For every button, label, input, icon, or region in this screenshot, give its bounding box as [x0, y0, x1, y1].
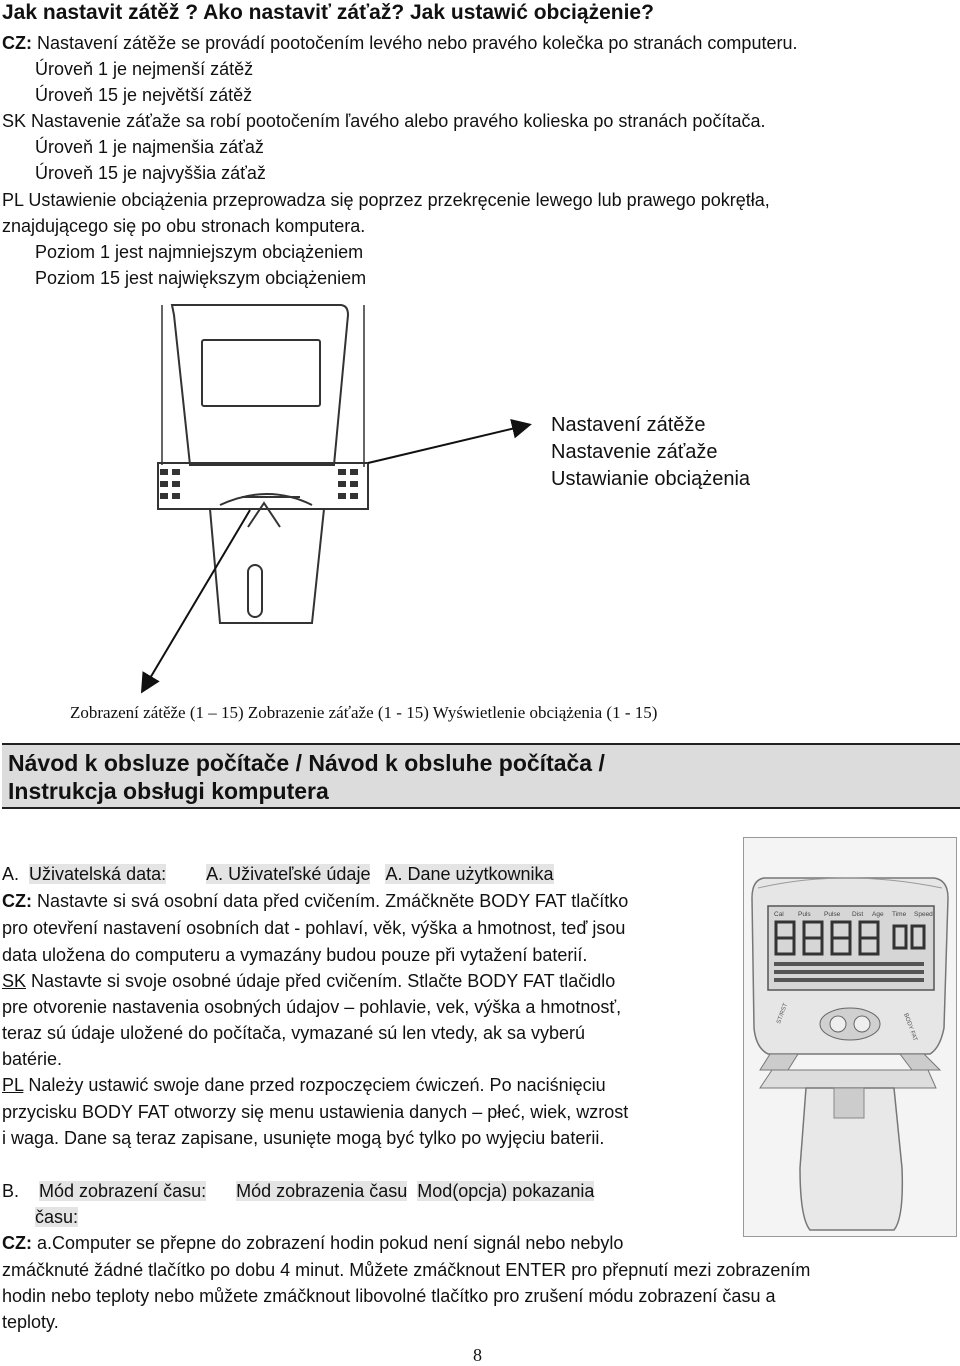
lcd-label-age: Age	[872, 911, 884, 918]
section-b-cz-line-4: teploty.	[2, 1312, 59, 1332]
cz-prefix: CZ:	[2, 33, 32, 53]
section-a-cz-line-3: data uložena do computeru a vymazány budou pouze při vytažení baterií.	[2, 945, 588, 965]
manual-title	[8, 749, 605, 805]
manual-title-box	[2, 743, 960, 809]
section-b-sk-label: Mód zobrazenia času	[236, 1181, 408, 1201]
section-b-letter: B.	[2, 1181, 20, 1201]
figure-caption: Zobrazení zátěže (1 – 15) Zobrazenie záťaže (1 - 15) Wyświetlenie obciążenia (1 - 15)	[70, 703, 658, 722]
label-load-setting-cz: Nastavení zátěže	[551, 414, 706, 436]
pl-level-1: Poziom 1 jest najmniejszym obciążeniem	[35, 242, 364, 262]
pl-level-15: Poziom 15 jest największym obciążeniem	[35, 268, 367, 288]
section-b-header-cont	[35, 1204, 78, 1230]
section-a-pl-line-1	[2, 1072, 606, 1098]
section-a-pl-prefix: PL	[2, 1075, 24, 1095]
section-a-sk-line-4: batérie.	[2, 1049, 63, 1069]
lcd-label-puls: Puls	[798, 911, 811, 918]
section-a-letter: A.	[2, 864, 20, 884]
section-b-cz-label: Mód zobrazení času:	[39, 1181, 207, 1201]
section-a-cz-prefix: CZ:	[2, 891, 32, 911]
section-b-cz-label-cont: času:	[35, 1207, 79, 1227]
section-a-pl-text-1: Należy ustawić swoje dane przed rozpoczęciem ćwiczeń. Po naciśnięciu	[23, 1075, 606, 1095]
page-number: 8	[473, 1345, 482, 1365]
section-b-cz-line-2: zmáčknuté žádné tlačítko po dobu 4 minut. Můžete zmáčknout ENTER pro přepnutí mezi zobrazením	[2, 1260, 811, 1280]
section-a-sk-text-1: Nastavte si svoje osobné údaje před cvičením. Stlačte BODY FAT tlačidlo	[26, 971, 616, 991]
section-a-cz-label: Uživatelská data:	[29, 864, 167, 884]
section-a-sk-line-2: pre otvorenie nastavenia osobných údajov – pohlavie, vek, výška a hmotnosť,	[2, 997, 622, 1017]
pl-intro-line-2: znajdującego się po obu stronach komputera.	[2, 216, 366, 236]
section-b-cz-line-3: hodin nebo teploty nebo můžete zmáčknout libovolné tlačítko pro zrušení módu zobrazení času a	[2, 1286, 776, 1306]
lcd-label-dist: Dist	[852, 911, 864, 918]
cz-level-1: Úroveň 1 je nejmenší zátěž	[35, 59, 254, 79]
section-a-cz-line-2: pro otevření nastavení osobních dat - pohlaví, věk, výška a hmotnost, teď jsou	[2, 918, 626, 938]
section-b-pl-label: Mod(opcja) pokazania	[417, 1181, 595, 1201]
section-b-cz-line-1	[2, 1230, 623, 1256]
section-a-cz-line-1	[2, 888, 628, 914]
section-a-header	[2, 861, 554, 887]
lcd-label-pulse: Pulse	[824, 911, 841, 918]
lcd-label-time: Time	[892, 911, 907, 918]
lcd-label-speed: Speed	[914, 911, 933, 918]
manual-title-line-2: Instrukcja obsługi komputera	[8, 778, 329, 804]
section-a-cz-text-1: Nastavte si svá osobní data před cvičením. Zmáčkněte BODY FAT tlačítko	[32, 891, 629, 911]
load-display-arrow	[143, 510, 250, 690]
section-b-cz-text-1: a.Computer se přepne do zobrazení hodin pokud není signál nebo nebylo	[32, 1233, 624, 1253]
section-a-sk-line-1	[2, 968, 615, 994]
page-title: Jak nastavit zátěž ? Ako nastaviť záťaž? Jak ustawić obciążenie?	[2, 1, 654, 24]
svg-text:BODY FAT: BODY FAT	[902, 1012, 918, 1043]
section-b-cz-prefix: CZ:	[2, 1233, 32, 1253]
svg-text:ST/RST: ST/RST	[776, 1002, 790, 1025]
section-a-sk-line-3: teraz sú údaje uložené do počítača, vymazané sú len vtedy, ak sa vyberú	[2, 1023, 586, 1043]
section-a-pl-label: A. Dane użytkownika	[385, 864, 554, 884]
pl-intro-line-1: PL Ustawienie obciążenia przeprowadza się poprzez przekręcenie lewego lub prawego pokrętła,	[2, 190, 770, 210]
manual-title-line-1: Návod k obsluze počítače / Návod k obsluhe počítača /	[8, 750, 605, 776]
console-front-image	[743, 837, 957, 1237]
sk-level-1: Úroveň 1 je najmenšia záťaž	[35, 137, 264, 157]
sk-intro-line: SK Nastavenie záťaže sa robí pootočením ľavého alebo pravého kolieska po stranách počítača.	[2, 111, 766, 131]
section-a-pl-line-3: i waga. Dane są teraz zapisane, usunięte mogą być tylko po wyjęciu baterii.	[2, 1128, 605, 1148]
section-a-pl-line-2: przycisku BODY FAT otworzy się menu ustawienia danych – płeć, wiek, wzrost	[2, 1102, 629, 1122]
cz-intro-text: Nastavení zátěže se provádí pootočením levého nebo pravého kolečka po stranách computeru.	[32, 33, 798, 53]
load-setting-arrow	[368, 425, 528, 463]
cz-level-15: Úroveň 15 je největší zátěž	[35, 85, 253, 105]
section-b-header	[2, 1178, 594, 1204]
section-a-sk-label: A. Uživateľské údaje	[206, 864, 371, 884]
section-a-sk-prefix: SK	[2, 971, 27, 991]
label-load-setting-sk: Nastavenie záťaže	[551, 441, 718, 463]
sk-level-15: Úroveň 15 je najvyššia záťaž	[35, 163, 266, 183]
label-load-setting-pl: Ustawianie obciążenia	[551, 468, 751, 490]
lcd-label-cal: Cal	[774, 911, 784, 918]
